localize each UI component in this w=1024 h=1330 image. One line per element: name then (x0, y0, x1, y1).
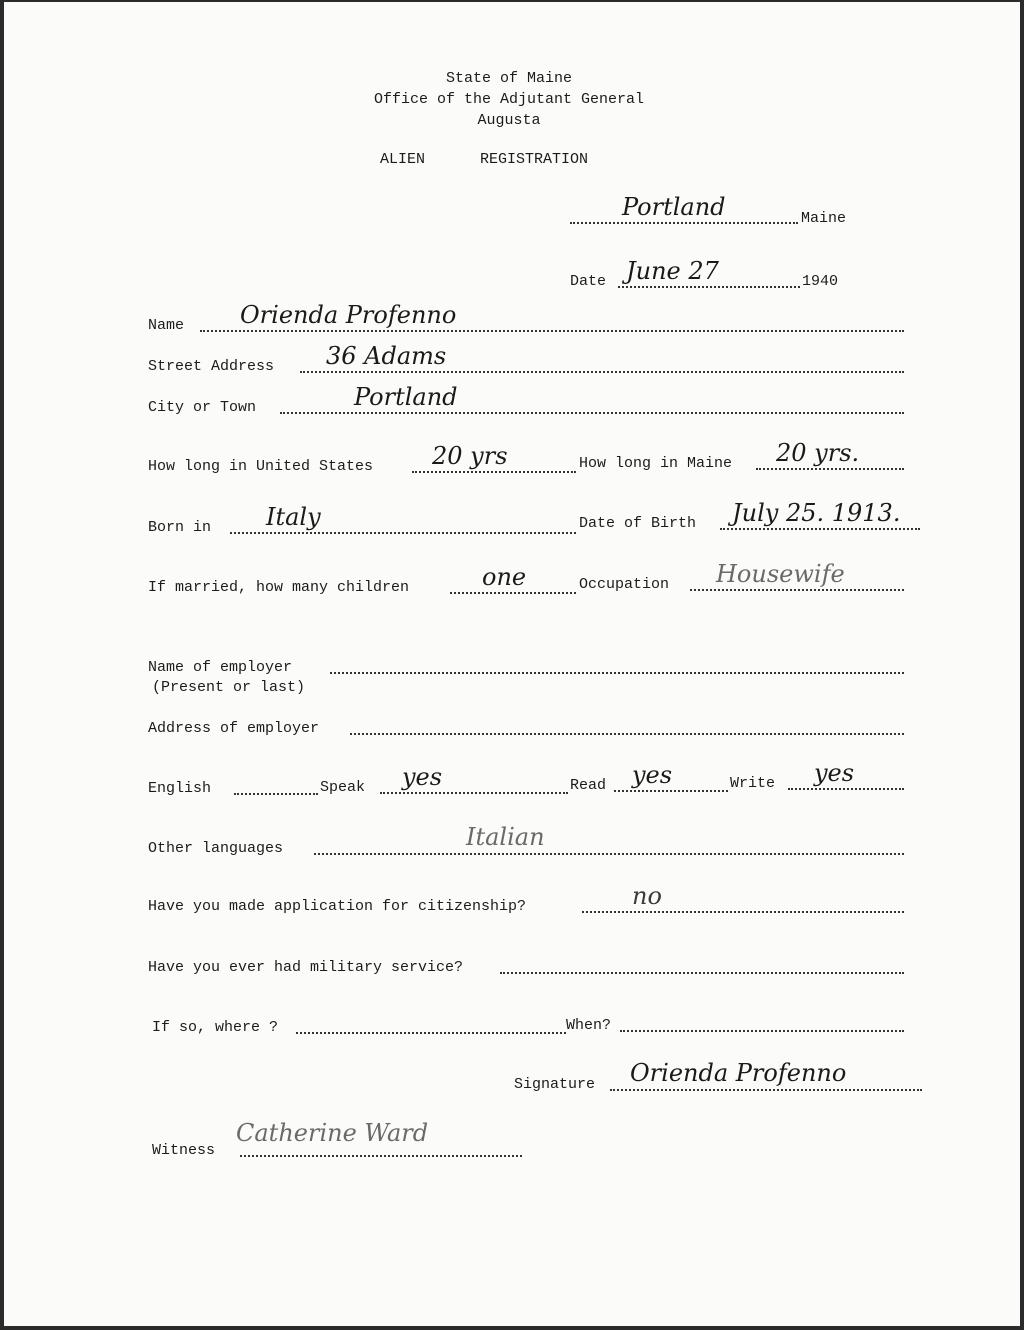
signature-label: Signature (514, 1076, 596, 1093)
military-label: Have you ever had military service? (148, 959, 464, 976)
name-value: Orienda Profenno (240, 301, 457, 329)
write-label: Write (730, 775, 776, 792)
city-value: Portland (354, 383, 458, 411)
dob-line (720, 528, 920, 530)
signature-value: Orienda Profenno (630, 1059, 847, 1087)
maine-duration-label: How long in Maine (579, 455, 733, 472)
us-duration-line (412, 471, 576, 473)
date-value: June 27 (626, 257, 719, 285)
maine-duration-line (756, 468, 904, 470)
read-line (614, 790, 728, 792)
street-value: 36 Adams (326, 342, 447, 370)
place-line (570, 222, 798, 224)
write-value: yes (814, 759, 855, 787)
us-duration-value: 20 yrs (432, 442, 508, 470)
witness-line (240, 1155, 522, 1157)
other-languages-line (314, 853, 904, 855)
city-label: City or Town (148, 399, 257, 416)
name-label: Name (148, 317, 185, 334)
signature-line (610, 1089, 922, 1091)
other-languages-value: Italian (466, 823, 545, 851)
city-line (280, 412, 904, 414)
date-line (618, 286, 800, 288)
children-label: If married, how many children (148, 579, 410, 596)
place-suffix: Maine (801, 210, 847, 227)
read-label: Read (570, 777, 607, 794)
write-line (788, 788, 904, 790)
title-alien: ALIEN (380, 151, 426, 168)
us-duration-label: How long in United States (148, 458, 374, 475)
header-office: Office of the Adjutant General (373, 91, 645, 108)
witness-value: Catherine Ward (236, 1119, 429, 1147)
street-label: Street Address (148, 358, 275, 375)
children-value: one (482, 563, 527, 591)
street-line (300, 371, 904, 373)
header-state: State of Maine (445, 70, 573, 87)
witness-label: Witness (152, 1142, 216, 1159)
citizenship-label: Have you made application for citizenship? (148, 898, 527, 915)
header-city: Augusta (477, 112, 541, 129)
english-line (234, 793, 318, 795)
english-label: English (148, 780, 212, 797)
citizenship-line (582, 911, 904, 913)
children-line (450, 592, 576, 594)
speak-label: Speak (320, 779, 366, 796)
employer-address-label: Address of employer (148, 720, 320, 737)
occupation-label: Occupation (579, 576, 670, 593)
employer-address-line (350, 733, 904, 735)
born-label: Born in (148, 519, 212, 536)
title-registration: REGISTRATION (480, 151, 589, 168)
military-line (500, 972, 904, 974)
name-line (200, 330, 904, 332)
speak-line (380, 792, 568, 794)
other-languages-label: Other languages (148, 840, 284, 857)
citizenship-value: no (632, 882, 662, 910)
occupation-value: Housewife (716, 560, 845, 588)
speak-value: yes (402, 763, 443, 791)
where-line (296, 1032, 566, 1034)
employer-name-line (330, 672, 904, 674)
place-value: Portland (622, 193, 726, 221)
maine-duration-value: 20 yrs. (776, 439, 860, 467)
dob-label: Date of Birth (579, 515, 697, 532)
employer-name-label: Name of employer (148, 659, 293, 676)
read-value: yes (632, 761, 673, 789)
when-line (620, 1030, 904, 1032)
date-label: Date (570, 273, 607, 290)
occupation-line (690, 589, 904, 591)
born-line (230, 532, 576, 534)
born-value: Italy (266, 503, 321, 531)
date-year: 1940 (802, 273, 839, 290)
form-page (4, 2, 1020, 1326)
employer-name-sublabel: (Present or last) (152, 679, 306, 696)
where-label: If so, where ? (152, 1019, 279, 1036)
dob-value: July 25. 1913. (732, 499, 901, 527)
when-label: When? (566, 1017, 612, 1034)
